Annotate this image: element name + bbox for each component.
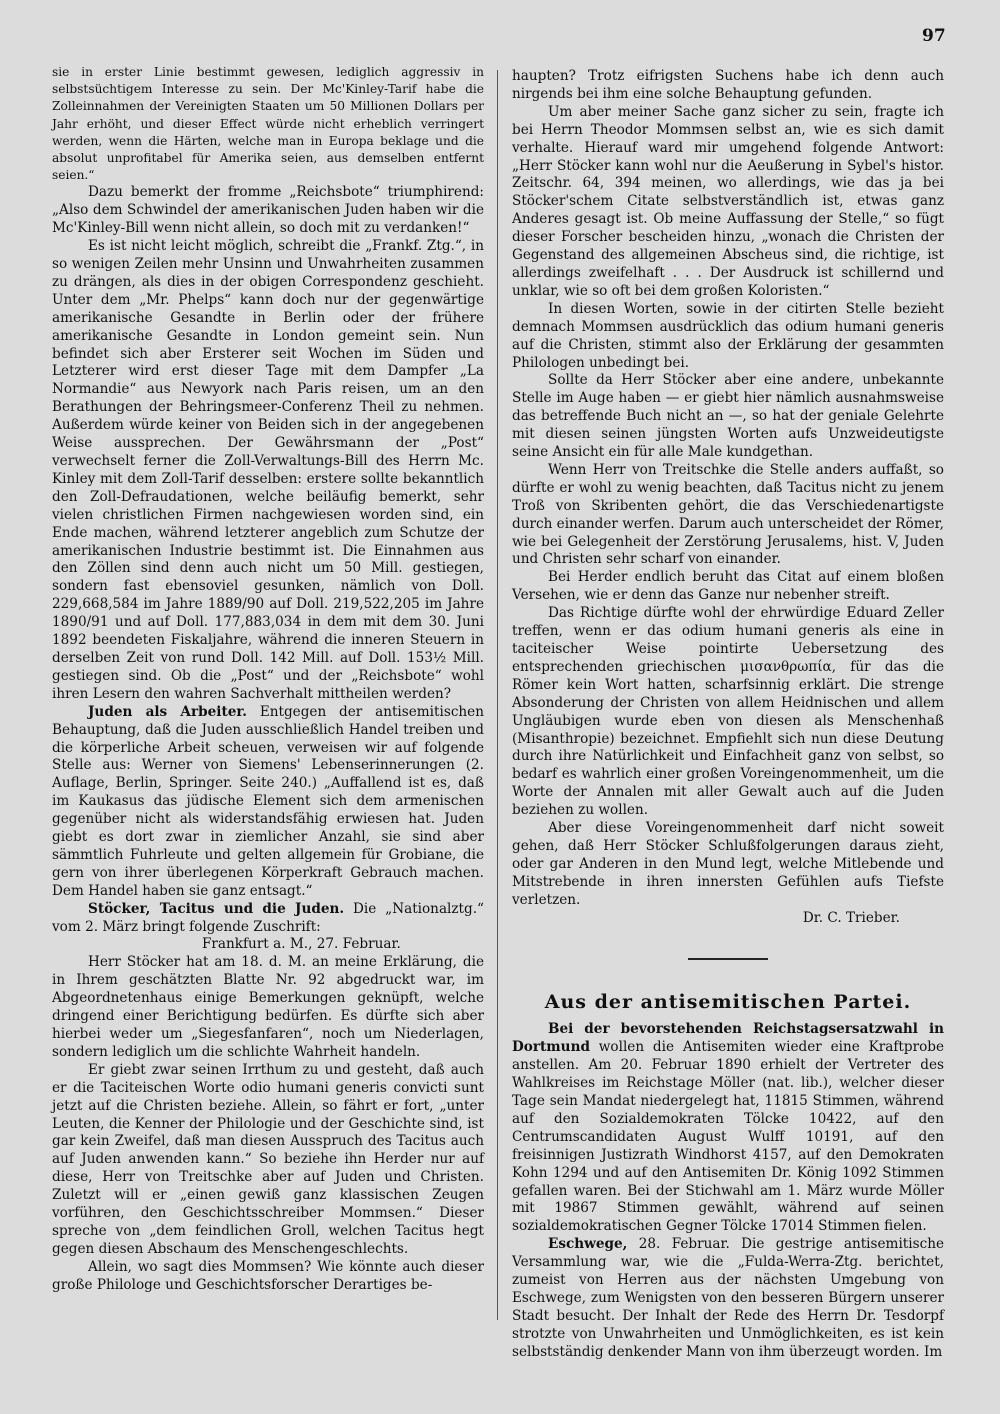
dateline: Frankfurt a. M., 27. Februar.: [202, 936, 401, 953]
right-p5: Wenn Herr von Treitschke die Stelle anders auffaßt, so dürfte er wohl zu wenig beachten, daß Tacitus nicht zu jenem Troß von Skribenten gehört, die das Verschiedenartigste durch einander werfen. Darum auch unterscheidet der Römer, wie bei Gelegenheit der Zerstörung Jerusalems, hist. V, Juden und Christen sehr scharf von einander.: [512, 461, 944, 568]
signature: Dr. C. Trieber.: [802, 909, 900, 926]
left-p1: sie in erster Linie bestimmt gewesen, lediglich aggressiv in selbstsüchtigem Interesse zu sein. Der Mc'Kinley-Tarif habe die Zolleinnahmen der Vereinigten Staaten um 50 Millionen Dollars per Jahr erhöht, und dieser Effect würde nicht erheblich verringert werden, wenn die Härten, welche man in Europa beklage und die absolut unprofitabel für Amerika seien, aus demselben entfernt seien.“: [52, 65, 484, 183]
heading-eschwege: Eschwege,: [548, 1236, 628, 1253]
right-p2: Um aber meiner Sache ganz sicher zu sein, fragte ich bei Herrn Theodor Mommsen selbst an, wie es sich damit verhalte. Hierauf ward mir umgehend folgende Antwort: „Herr Stöcker kann wohl nur die Aeußerung in Sybel's histor. Zeitschr. 64, 394 meinen, wo allerdings, wie das ja bei Stöcker'schem Citate selbstverständlich ist, etwas ganz Anderes gesagt ist. Ob meine Auffassung der Stelle,“ so fügt dieser Forscher bescheiden hinzu, „wonach die Christen der Gegenstand des allgemeinen Abscheus sind, die richtige, ist allerdings zweifelhaft . . . Der Ausdruck ist schillernd und unklar, wie so oft bei dem großen Koloristen.“: [512, 103, 944, 299]
left-p4: [52, 704, 484, 901]
left-column: [52, 64, 484, 1295]
page-number: 97: [922, 26, 946, 46]
left-p3: Es ist nicht leicht möglich, schreibt die „Frankf. Ztg.“, in so wenigen Zeilen mehr Unsinn und Unwahrheiten zusammen zu drängen, als dies in der obigen Correspondenz geschieht. Unter dem „Mr. Phelps“ kann doch nur der gegenwärtige amerikanische Gesandte in Berlin oder der frühere amerikanische Gesandte in London gemeint sein. Nun befindet sich aber Ersterer seit Wochen im Süden und Letzterer wird erst dieser Tage mit dem Dampfer „La Normandie“ aus Newyork nach Paris reisen, um an den Berathungen der Behringsmeer-Conferenz Theil zu nehmen. Außerdem würde keiner von Beiden sich in der angegebenen Weise aussprechen. Der Gewährsmann der „Post“ verwechselt ferner die Zoll-Verwaltungs-Bill des Herrn Mc. Kinley mit dem Zoll-Tarif desselben: erstere sollte bekanntlich den Zoll-Defraudationen, welche beiläufig bemerkt, sehr vielen christlichen Firmen nachgewiesen worden sind, ein Ende machen, während letzterer angeblich zum Schutze der amerikanischen Industrie bestimmt ist. Die Einnahmen aus den Zöllen sind denn auch nicht um 50 Mill. gestiegen, sondern fast ebensoviel gesunken, nämlich von Doll. 229,668,584 im Jahre 1889/90 auf Doll. 219,522,205 im Jahre 1890/91 und auf Doll. 177,883,034 in dem mit dem 30. Juni 1892 beendeten Fiskaljahre, während die inneren Steuern in derselben Zeit von rund Doll. 142 Mill. auf Doll. 153½ Mill. gestiegen sind. Ob die „Post“ und der „Reichsbote“ wohl ihren Lesern den wahren Sachverhalt mittheilen werden?: [52, 238, 484, 702]
heading-juden-als-arbeiter: Juden als Arbeiter.: [88, 703, 248, 720]
right-p1: haupten? Trotz eifrigsten Suchens habe ich denn auch nirgends bei ihm eine solche Behauptung gefunden.: [512, 68, 944, 102]
left-p5: [52, 901, 484, 937]
left-p6: Herr Stöcker hat am 18. d. M. an meine Erklärung, die in Ihrem geschätzten Blatte Nr. 92 abgedruckt war, im Abgeordnetenhaus einige Bemerkungen geknüpft, welche dringend einer Berichtigung bedürfen. Es dürfte sich aber hierbei weder um „Siegesfanfaren“, noch um Niederlagen, sondern lediglich um die schlichte Wahrheit handeln.: [52, 954, 484, 1060]
right-column: [512, 68, 944, 1362]
section-divider: [688, 958, 768, 960]
left-p2: Dazu bemerkt der fromme „Reichsbote“ triumphirend: „Also dem Schwindel der amerikanischen Juden haben wir die Mc'Kinley-Bill wenn nicht allein, so doch mit zu verdanken!“: [52, 184, 484, 237]
eschwege-item: [512, 1236, 944, 1361]
left-p5-body: Die „Nationalztg.“ vom 2. März bringt folgende Zuschrift:: [52, 900, 484, 935]
heading-dortmund: Bei der bevorstehenden Reichstagsersatzwahl in Dortmund: [512, 1021, 944, 1056]
eschwege-body: 28. Februar. Die gestrige antisemitische Versammlung war, wie die „Fulda-Werra-Ztg. berichtet, zumeist von Herren aus der nächsten Umgebung von Eschwege, zum Wenigsten von den besseren Bürgern unserer Stadt besucht. Der Inhalt der Rede des Herrn Dr. Tesdorpf strotzte von Unwahrheiten und Unmöglichkeiten, es ist kein selbstständig denkender Mann von ihm überzeugt worden. Im: [512, 1236, 944, 1360]
right-p3: In diesen Worten, sowie in der citirten Stelle bezieht demnach Mommsen ausdrücklich das odium humani generis auf die Christen, stimmt also der Erklärung der gesammten Philologen unbedingt bei.: [512, 300, 944, 371]
section-title: Aus der antisemitischen Partei.: [544, 990, 912, 1013]
left-p4-body: Entgegen der antisemitischen Behauptung, daß die Juden ausschließlich Handel treiben und die körperliche Arbeit scheuen, verweisen wir auf folgende Stelle aus: Werner von Siemens' Lebenserinnerungen (2. Auflage, Berlin, Springer. Seite 240.) „Auffallend ist es, daß im Kaukasus das jüdische Element sich dem armenischen gegenüber nicht als widerstandsfähig erwiesen hat. Juden giebt es dort zwar in ziemlicher Anzahl, sie sind aber sämmtlich Fuhrleute und gelten allgemein für Grobiane, die gern von ihrer überlegenen Körperkraft Gebrauch machen. Dem Handel haben sie ganz entsagt.“: [52, 703, 484, 899]
column-rule: [497, 70, 498, 1320]
dortmund-item: [512, 1021, 944, 1236]
right-p6: Bei Herder endlich beruht das Citat auf einem bloßen Versehen, wie er denn das Ganze nur nebenher streift.: [512, 569, 944, 604]
left-p7: Er giebt zwar seinen Irrthum zu und gesteht, daß auch er die Taciteischen Worte odio humani generis convicti sunt jetzt auf die Christen beziehe. Allein, so fährt er fort, „unter Leuten, die Kenner der Philologie und der Geschichte sind, ist gar kein Zweifel, daß man diesen Ausspruch des Tacitus auch auf Juden anwenden kann.“ So beziehe ihn Herder nur auf diese, Herr von Treitschke aber auf Juden und Christen. Zuletzt will er „einen gewiß ganz klassischen Zeugen vorführen, den Geschichtsschreiber Mommsen.“ Dieser spreche von „dem feindlichen Groll, welchen Tacitus hegt gegen diesen Abschaum des Menschengeschlechts.: [52, 1061, 484, 1257]
right-p4: Sollte da Herr Stöcker aber eine andere, unbekannte Stelle im Auge haben — er giebt hier nämlich ausnahmsweise das betreffende Buch nicht an —, so hat der geniale Gelehrte mit diesen seinen jüngsten Worten aufs Unzweideutigste seine Ansicht ein für alle Male kundgethan.: [512, 372, 944, 461]
right-p7: Das Richtige dürfte wohl der ehrwürdige Eduard Zeller treffen, wenn er das odium humani generis als eine in taciteischer Weise pointirte Uebersetzung des entsprechenden griechischen μισανθρωπία, für das die Römer kein Wort hatten, scharfsinnig erklärt. Die strenge Absonderung der Christen von allem Heidnischen und allem Ungläubigen wurde eben von diesen als Menschenhaß (Misanthropie) bezeichnet. Empfiehlt sich nun diese Deutung durch ihre Natürlichkeit und Einfachheit ganz von selbst, so bedarf es wahrlich einer großen Voreingenommenheit, um die Worte der Annalen mit aller Gewalt auch auf die Juden beziehen zu wollen.: [512, 605, 944, 819]
left-p8: Allein, wo sagt dies Mommsen? Wie könnte auch dieser große Philologe und Geschichtsforscher Derartiges be-: [52, 1258, 484, 1293]
right-p8: Aber diese Voreingenommenheit darf nicht soweit gehen, daß Herr Stöcker Schlußfolgerungen daraus zieht, oder gar Anderen in den Mund legt, welche Mitlebende und Mitstrebende in ihren innersten Gefühlen aufs Tiefste verletzen.: [512, 820, 944, 908]
heading-stoecker-tacitus: Stöcker, Tacitus und die Juden.: [88, 900, 345, 917]
dortmund-body: wollen die Antisemiten wieder eine Kraftprobe anstellen. Am 20. Februar 1890 erhielt der Vertreter des Wahlkreises im Reichstage Möller (nat. lib.), welcher dieser Tage sein Mandat niedergelegt hat, 11815 Stimmen, während auf den Sozialdemokraten Tölcke 10422, auf den Centrumscandidaten August Wulff 10191, auf den freisinnigen Justizrath Windhorst 4157, auf den Demokraten Kohn 1294 und auf den Antisemiten Dr. König 1092 Stimmen gefallen waren. Bei der Stichwahl am 1. März wurde Möller mit 19867 Stimmen gewählt, während auf seinen sozialdemokratischen Gegner Tölcke 17014 Stimmen fielen.: [512, 1039, 945, 1235]
